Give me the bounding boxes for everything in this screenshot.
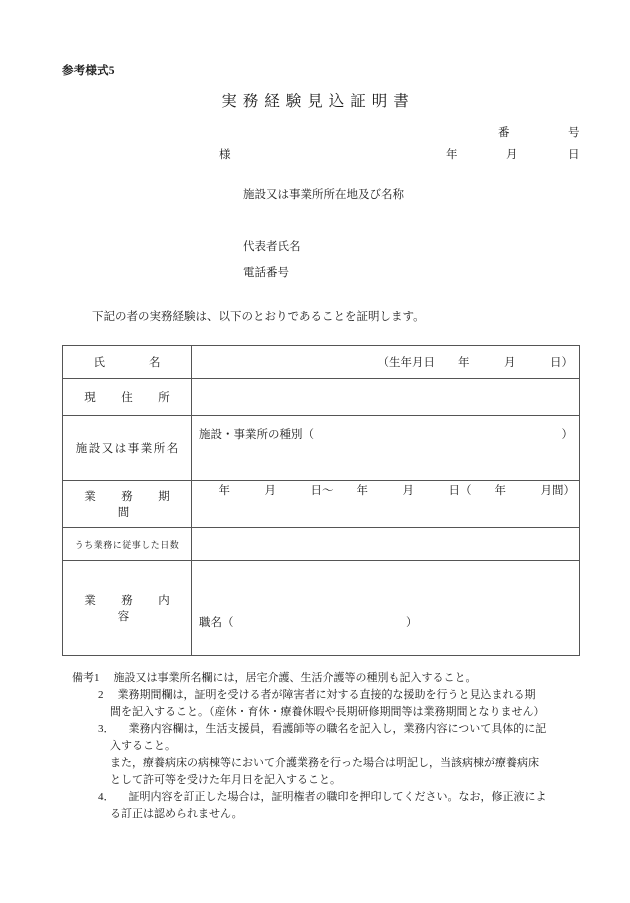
table-row-name bbox=[63, 346, 580, 379]
job-title-line: 職名（ ） bbox=[199, 617, 418, 629]
footnote-line bbox=[62, 789, 582, 806]
table-row-period bbox=[63, 481, 580, 528]
issue-date-line bbox=[0, 146, 630, 162]
row-value-work-content[interactable] bbox=[192, 561, 580, 656]
footnote-line bbox=[62, 806, 582, 823]
table-row-days bbox=[63, 528, 580, 561]
row-value-facility[interactable] bbox=[192, 416, 580, 481]
date-day-label: 日 bbox=[568, 149, 580, 161]
row-label-days: うち業務に従事した日数 bbox=[63, 528, 192, 561]
footnote-line bbox=[62, 670, 582, 687]
addressee-suffix: 様 bbox=[219, 149, 231, 161]
row-value-address[interactable] bbox=[192, 379, 580, 416]
row-label-address: 現 住 所 bbox=[63, 379, 192, 416]
footnote-marker: 備考1 bbox=[72, 672, 100, 684]
issuer-representative-label: 代表者氏名 bbox=[243, 241, 301, 253]
footnotes bbox=[62, 670, 582, 823]
period-date-line: 年 月 日〜 年 月 日（ 年 月間） bbox=[218, 485, 575, 497]
footnote-text: 入すること。 bbox=[110, 740, 176, 752]
certificate-number-line bbox=[0, 124, 630, 140]
footnote-text: として許可等を受けた年月日を記入すること。 bbox=[110, 774, 341, 786]
footnote-marker: 2 bbox=[98, 689, 104, 701]
footnote-text: 証明内容を訂正した場合は，証明権者の職印を押印してください。なお，修正液によ bbox=[128, 791, 547, 803]
table-row-address bbox=[63, 379, 580, 416]
footnote-line bbox=[62, 755, 582, 772]
footnote-text: 施設又は事業所名欄には，居宅介護、生活介護等の種別も記入すること。 bbox=[113, 672, 477, 684]
footnote-line bbox=[62, 687, 582, 704]
birthdate-label: （生年月日 年 月 日） bbox=[377, 357, 573, 369]
footnote-text: る訂正は認められません。 bbox=[110, 808, 243, 820]
footnote-text: 間を記入すること。（産休・育休・療養休暇や長期研修期間等は業務期間となりません） bbox=[110, 706, 545, 718]
row-value-name[interactable] bbox=[192, 346, 580, 379]
footnote-text: 業務内容欄は，生活支援員，看護師等の職名を記入し，業務内容について具体的に記 bbox=[128, 723, 547, 735]
footnote-text: また，療養病床の病棟等において介護業務を行った場合は明記し，当該病棟が療養病床 bbox=[110, 757, 539, 769]
footnote-line bbox=[62, 738, 582, 755]
row-label-work-content: 業 務 内 容 bbox=[63, 561, 192, 656]
footnote-marker: 4． bbox=[98, 791, 115, 803]
facility-type-suffix: ） bbox=[561, 429, 573, 441]
row-label-facility: 施設又は事業所名 bbox=[63, 416, 192, 481]
table-row-facility bbox=[63, 416, 580, 481]
row-label-period: 業 務 期 間 bbox=[63, 481, 192, 528]
footnote-text: 業務期間欄は，証明を受ける者が障害者に対する直接的な援助を行うと見込まれる期 bbox=[117, 689, 536, 701]
facility-type-line bbox=[199, 426, 573, 442]
page-title: 実務経験見込証明書 bbox=[221, 93, 415, 110]
row-label-name: 氏 名 bbox=[63, 346, 192, 379]
footnote-line bbox=[62, 721, 582, 738]
issuer-telephone-label: 電話番号 bbox=[243, 267, 289, 279]
date-month-label: 月 bbox=[506, 149, 518, 161]
experience-table bbox=[62, 345, 580, 656]
certification-statement: 下記の者の実務経験は、以下のとおりであることを証明します。 bbox=[92, 311, 425, 323]
row-value-days[interactable] bbox=[192, 528, 580, 561]
date-year-label: 年 bbox=[446, 149, 458, 161]
issuer-address-label: 施設又は事業所所在地及び名称 bbox=[243, 189, 404, 201]
facility-type-prefix: 施設・事業所の種別（ bbox=[199, 429, 314, 441]
footnote-line bbox=[62, 772, 582, 789]
number-label: 番 bbox=[498, 127, 510, 139]
table-row-work-content bbox=[63, 561, 580, 656]
footnote-marker: 3． bbox=[98, 723, 115, 735]
footnote-line bbox=[62, 704, 582, 721]
row-value-period[interactable] bbox=[192, 481, 580, 528]
number-unit-label: 号 bbox=[568, 127, 580, 139]
form-number: 参考様式5 bbox=[62, 65, 115, 77]
